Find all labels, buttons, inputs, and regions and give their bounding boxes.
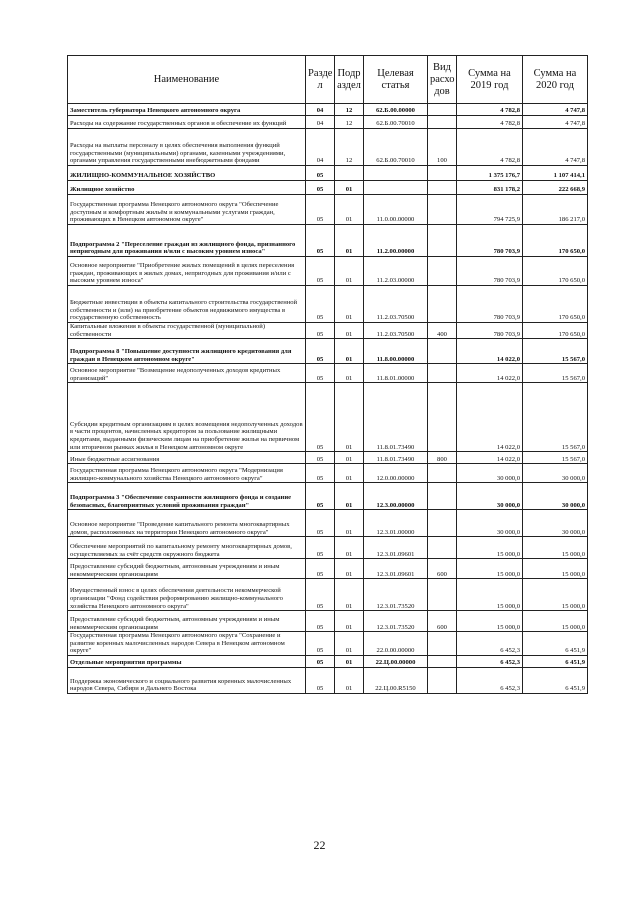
cell-target: 11.8.00.00000 <box>364 339 428 364</box>
cell-name: Поддержка экономического и социального развития коренных малочисленных народов Севера, Сибири и Дальнего Востока <box>68 667 306 693</box>
cell-vid <box>428 537 457 559</box>
cell-name: Расходы на содержание государственных органов и обеспечение их функций <box>68 116 306 129</box>
cell-name: Основное мероприятие "Проведение капитального ремонта многоквартирных домов, расположенных на территории Ненецкого автономного округа" <box>68 510 306 537</box>
cell-razdel: 05 <box>306 195 335 225</box>
cell-razdel: 05 <box>306 559 335 579</box>
cell-sum-2020: 170 650,0 <box>523 257 588 286</box>
cell-razdel: 04 <box>306 116 335 129</box>
cell-vid: 600 <box>428 611 457 632</box>
cell-sum-2019: 15 000,0 <box>457 579 523 611</box>
cell-vid <box>428 257 457 286</box>
cell-sum-2020: 1 107 414,1 <box>523 166 588 181</box>
cell-sum-2020: 6 451,9 <box>523 655 588 667</box>
table-body <box>68 104 588 694</box>
table-row <box>68 104 588 116</box>
cell-razdel: 05 <box>306 667 335 693</box>
cell-sum-2020: 15 567,0 <box>523 339 588 364</box>
table-row <box>68 510 588 537</box>
cell-sum-2019: 30 000,0 <box>457 464 523 483</box>
cell-podrazdel <box>335 166 364 181</box>
cell-target: 62.Б.00.70010 <box>364 129 428 166</box>
cell-sum-2020: 15 567,0 <box>523 383 588 452</box>
table-row <box>68 257 588 286</box>
cell-target: 62.Б.00.70010 <box>364 116 428 129</box>
cell-razdel: 05 <box>306 225 335 257</box>
cell-target: 22.0.00.00000 <box>364 632 428 656</box>
cell-sum-2020: 30 000,0 <box>523 510 588 537</box>
cell-razdel: 05 <box>306 483 335 510</box>
cell-name: Подпрограмма 2 "Переселение граждан из жилищного фонда, признанного непригодным для проживания и/или с высоким уровнем износа" <box>68 225 306 257</box>
cell-sum-2019: 6 452,3 <box>457 667 523 693</box>
cell-podrazdel: 01 <box>335 483 364 510</box>
cell-sum-2020: 4 747,8 <box>523 129 588 166</box>
cell-razdel: 05 <box>306 579 335 611</box>
cell-sum-2020: 15 000,0 <box>523 537 588 559</box>
cell-podrazdel: 01 <box>335 452 364 464</box>
cell-sum-2019: 6 452,3 <box>457 655 523 667</box>
cell-sum-2019: 780 703,9 <box>457 225 523 257</box>
cell-name: Имущественный взнос в целях обеспечения деятельности некоммерческой организации "Фонд содействия реформированию жилищно-коммунального хозяйства Ненецкого автономного округа" <box>68 579 306 611</box>
header-target: Целевая статья <box>364 56 428 104</box>
cell-podrazdel: 01 <box>335 559 364 579</box>
table-row <box>68 129 588 166</box>
cell-vid <box>428 339 457 364</box>
cell-vid <box>428 195 457 225</box>
table-row <box>68 181 588 195</box>
cell-razdel: 05 <box>306 464 335 483</box>
table-row <box>68 537 588 559</box>
table-row <box>68 323 588 339</box>
cell-sum-2019: 831 178,2 <box>457 181 523 195</box>
cell-target: 12.3.01.73520 <box>364 611 428 632</box>
cell-vid <box>428 364 457 383</box>
cell-sum-2020: 4 747,8 <box>523 104 588 116</box>
cell-podrazdel: 01 <box>335 667 364 693</box>
header-razdel: Разде л <box>306 56 335 104</box>
cell-vid <box>428 181 457 195</box>
cell-sum-2019: 14 022,0 <box>457 339 523 364</box>
cell-podrazdel: 01 <box>335 339 364 364</box>
cell-vid <box>428 464 457 483</box>
cell-vid <box>428 632 457 656</box>
cell-razdel: 05 <box>306 383 335 452</box>
cell-sum-2019: 6 452,3 <box>457 632 523 656</box>
cell-target: 12.3.01.09601 <box>364 559 428 579</box>
table-row <box>68 286 588 323</box>
cell-name: Предоставление субсидий бюджетным, автономным учреждениям и иным некоммерческим организациям <box>68 611 306 632</box>
cell-podrazdel: 12 <box>335 104 364 116</box>
cell-vid <box>428 104 457 116</box>
cell-name: Подпрограмма 3 "Обеспечение сохранности жилищного фонда и создание безопасных, благоприятных условий проживания граждан" <box>68 483 306 510</box>
cell-target: 22.Ц.00.00000 <box>364 655 428 667</box>
cell-razdel: 05 <box>306 452 335 464</box>
cell-name: Государственная программа Ненецкого автономного округа "Модернизация жилищно-коммунального хозяйства Ненецкого автономного округа" <box>68 464 306 483</box>
table-row <box>68 452 588 464</box>
table-row <box>68 383 588 452</box>
table-row <box>68 166 588 181</box>
cell-vid: 100 <box>428 129 457 166</box>
header-sum-2020: Сумма на 2020 год <box>523 56 588 104</box>
table-row <box>68 483 588 510</box>
cell-podrazdel: 01 <box>335 579 364 611</box>
cell-vid <box>428 667 457 693</box>
cell-sum-2019: 14 022,0 <box>457 452 523 464</box>
cell-vid <box>428 383 457 452</box>
cell-razdel: 05 <box>306 339 335 364</box>
cell-podrazdel: 01 <box>335 257 364 286</box>
cell-vid <box>428 116 457 129</box>
cell-razdel: 05 <box>306 611 335 632</box>
cell-sum-2019: 4 782,8 <box>457 116 523 129</box>
cell-vid <box>428 225 457 257</box>
cell-target: 11.8.01.00000 <box>364 364 428 383</box>
cell-sum-2020: 186 217,0 <box>523 195 588 225</box>
cell-name: Капитальные вложения в объекты государственной (муниципальной) собственности <box>68 323 306 339</box>
cell-sum-2019: 4 782,8 <box>457 129 523 166</box>
cell-sum-2019: 4 782,8 <box>457 104 523 116</box>
cell-razdel: 05 <box>306 286 335 323</box>
cell-vid <box>428 483 457 510</box>
cell-sum-2020: 4 747,8 <box>523 116 588 129</box>
cell-sum-2020: 30 000,0 <box>523 464 588 483</box>
cell-target: 11.2.03.00000 <box>364 257 428 286</box>
cell-podrazdel: 01 <box>335 323 364 339</box>
cell-vid: 400 <box>428 323 457 339</box>
cell-razdel: 05 <box>306 257 335 286</box>
cell-sum-2019: 30 000,0 <box>457 510 523 537</box>
table-header-row <box>68 56 588 104</box>
cell-razdel: 04 <box>306 104 335 116</box>
cell-vid <box>428 579 457 611</box>
cell-podrazdel: 01 <box>335 655 364 667</box>
table-row <box>68 655 588 667</box>
cell-name: Субсидии кредитным организациям в целях возмещения недополученных доходов в части процентов, начисленных кредитором за пользование жилищными кредитами, выданными физическим лицам на приобретение жилья на первичном или вторичном рынках жилья в Ненецком автономном округе <box>68 383 306 452</box>
cell-razdel: 05 <box>306 364 335 383</box>
cell-razdel: 05 <box>306 323 335 339</box>
table-row <box>68 559 588 579</box>
cell-sum-2019: 780 703,9 <box>457 257 523 286</box>
cell-sum-2019: 780 703,9 <box>457 286 523 323</box>
header-sum-2019: Сумма на 2019 год <box>457 56 523 104</box>
cell-podrazdel: 01 <box>335 195 364 225</box>
cell-podrazdel: 01 <box>335 225 364 257</box>
cell-name: Государственная программа Ненецкого автономного округа "Обеспечение доступным и комфортным жильём и коммунальными услугами граждан, проживающих в Ненецком автономном округе" <box>68 195 306 225</box>
cell-sum-2020: 170 650,0 <box>523 225 588 257</box>
cell-podrazdel: 12 <box>335 129 364 166</box>
cell-sum-2020: 222 668,9 <box>523 181 588 195</box>
cell-sum-2019: 780 703,9 <box>457 323 523 339</box>
header-name: Наименование <box>68 56 306 104</box>
cell-podrazdel: 01 <box>335 464 364 483</box>
cell-sum-2019: 15 000,0 <box>457 611 523 632</box>
header-vid: Вид расхо дов <box>428 56 457 104</box>
table-row <box>68 667 588 693</box>
cell-podrazdel: 01 <box>335 632 364 656</box>
table-row <box>68 579 588 611</box>
budget-table <box>67 55 588 694</box>
cell-razdel: 05 <box>306 655 335 667</box>
cell-sum-2019: 15 000,0 <box>457 559 523 579</box>
cell-target: 22.Ц.00.R5150 <box>364 667 428 693</box>
cell-target: 12.3.01.00000 <box>364 510 428 537</box>
cell-target: 11.2.00.00000 <box>364 225 428 257</box>
cell-podrazdel: 12 <box>335 116 364 129</box>
cell-target: 11.2.03.70500 <box>364 323 428 339</box>
cell-target: 62.Б.00.00000 <box>364 104 428 116</box>
cell-vid <box>428 655 457 667</box>
cell-vid <box>428 286 457 323</box>
cell-sum-2019: 15 000,0 <box>457 537 523 559</box>
cell-razdel: 04 <box>306 129 335 166</box>
cell-vid: 800 <box>428 452 457 464</box>
table-row <box>68 611 588 632</box>
cell-target <box>364 181 428 195</box>
cell-name: Подпрограмма 8 "Повышение доступности жилищного кредитования для граждан в Ненецком автономном округе" <box>68 339 306 364</box>
cell-razdel: 05 <box>306 632 335 656</box>
table-row <box>68 225 588 257</box>
cell-podrazdel: 01 <box>335 510 364 537</box>
cell-sum-2019: 14 022,0 <box>457 383 523 452</box>
cell-name: ЖИЛИЩНО-КОММУНАЛЬНОЕ ХОЗЯЙСТВО <box>68 166 306 181</box>
cell-razdel: 05 <box>306 181 335 195</box>
cell-sum-2020: 170 650,0 <box>523 323 588 339</box>
cell-name: Основное мероприятие "Возмещение недополученных доходов кредитных организаций" <box>68 364 306 383</box>
cell-podrazdel: 01 <box>335 611 364 632</box>
cell-sum-2020: 170 650,0 <box>523 286 588 323</box>
cell-sum-2020: 30 000,0 <box>523 483 588 510</box>
header-podrazdel: Подр аздел <box>335 56 364 104</box>
cell-sum-2019: 1 375 176,7 <box>457 166 523 181</box>
cell-sum-2019: 14 022,0 <box>457 364 523 383</box>
table-row <box>68 464 588 483</box>
cell-target: 11.0.00.00000 <box>364 195 428 225</box>
cell-name: Обеспечение мероприятий по капитальному ремонту многоквартирных домов, осуществляемых за счёт средств окружного бюджета <box>68 537 306 559</box>
table-row <box>68 364 588 383</box>
cell-sum-2020: 15 000,0 <box>523 559 588 579</box>
cell-vid: 600 <box>428 559 457 579</box>
cell-target: 12.3.00.00000 <box>364 483 428 510</box>
cell-name: Государственная программа Ненецкого автономного округа "Сохранение и развитие коренных малочисленных народов Севера в Ненецком автономном округе" <box>68 632 306 656</box>
cell-sum-2020: 15 000,0 <box>523 611 588 632</box>
cell-razdel: 05 <box>306 510 335 537</box>
table-row <box>68 195 588 225</box>
cell-target: 11.8.01.73490 <box>364 383 428 452</box>
cell-vid <box>428 166 457 181</box>
cell-target: 11.2.03.70500 <box>364 286 428 323</box>
cell-target: 12.3.01.09601 <box>364 537 428 559</box>
cell-target: 12.3.01.73520 <box>364 579 428 611</box>
cell-sum-2020: 15 000,0 <box>523 579 588 611</box>
table-row <box>68 339 588 364</box>
cell-target: 12.0.00.00000 <box>364 464 428 483</box>
cell-sum-2019: 30 000,0 <box>457 483 523 510</box>
cell-sum-2019: 794 725,9 <box>457 195 523 225</box>
cell-name: Отдельные мероприятия программы <box>68 655 306 667</box>
page-number: 22 <box>313 838 326 852</box>
cell-name: Иные бюджетные ассигнования <box>68 452 306 464</box>
cell-sum-2020: 6 451,9 <box>523 667 588 693</box>
cell-target <box>364 166 428 181</box>
cell-podrazdel: 01 <box>335 537 364 559</box>
cell-sum-2020: 6 451,9 <box>523 632 588 656</box>
cell-razdel: 05 <box>306 537 335 559</box>
cell-sum-2020: 15 567,0 <box>523 452 588 464</box>
cell-podrazdel: 01 <box>335 286 364 323</box>
table-row <box>68 632 588 656</box>
cell-podrazdel: 01 <box>335 181 364 195</box>
cell-name: Основное мероприятие "Приобретение жилых помещений в целях переселения граждан, проживающих в жилых домах, непригодных для проживания и/или с высоким уровнем износа" <box>68 257 306 286</box>
cell-name: Заместитель губернатора Ненецкого автономного округа <box>68 104 306 116</box>
cell-name: Бюджетные инвестиции в объекты капитального строительства государственной собственности и (или) на приобретение объектов недвижимого имущества в государственную собственность <box>68 286 306 323</box>
cell-vid <box>428 510 457 537</box>
cell-name: Расходы на выплаты персоналу в целях обеспечения выполнения функций государственными (муниципальными) органами, казенными учреждениями, органами управления государственными внебюджетными фондами <box>68 129 306 166</box>
cell-name: Предоставление субсидий бюджетным, автономным учреждениям и иным некоммерческим организациям <box>68 559 306 579</box>
cell-sum-2020: 15 567,0 <box>523 364 588 383</box>
table-row <box>68 116 588 129</box>
cell-podrazdel: 01 <box>335 364 364 383</box>
cell-razdel: 05 <box>306 166 335 181</box>
cell-name: Жилищное хозяйство <box>68 181 306 195</box>
cell-target: 11.8.01.73490 <box>364 452 428 464</box>
cell-podrazdel: 01 <box>335 383 364 452</box>
